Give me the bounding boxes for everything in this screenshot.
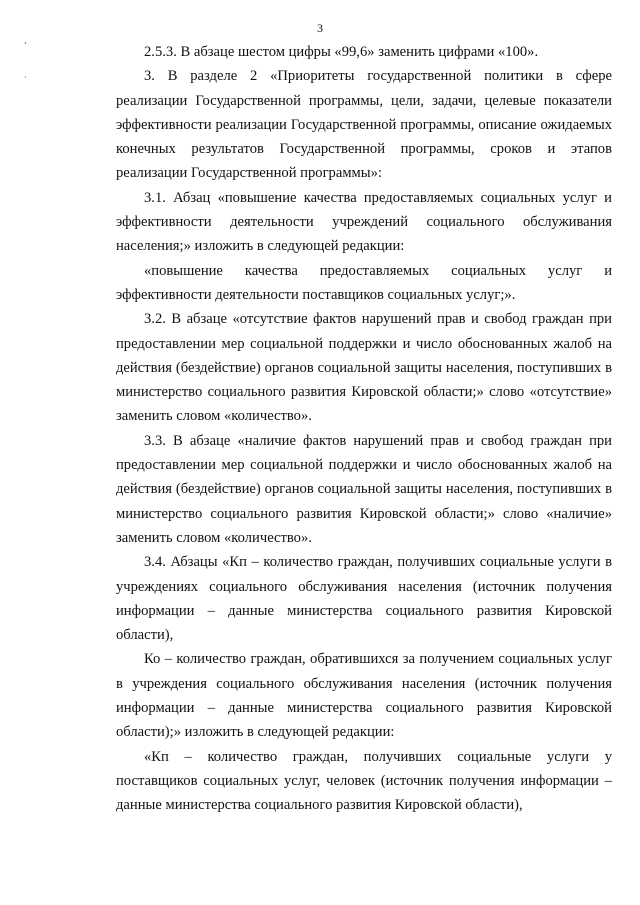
margin-mark-top: ¸ xyxy=(24,35,27,44)
paragraph-3-1: 3.1. Абзац «повышение качества предоставляемых социальных услуг и эффективности деятельности учреждений социального обслуживания населения;» изложить в следующей редакции: xyxy=(116,189,612,255)
paragraph-3-3: 3.3. В абзаце «наличие фактов нарушений прав и свобод граждан при предоставлении мер социальной поддержки и число обоснованных жалоб на действия (бездействие) органов социальной защиты населения, поступивших в министерство социального развития Кировской области;» слово «наличие» заменить словом «количество». xyxy=(116,432,612,546)
paragraph-3-1-new-wording: «повышение качества предоставляемых социальных услуг и эффективности деятельности поставщиков социальных услуг;». xyxy=(116,262,612,303)
paragraph-2-5-3: 2.5.3. В абзаце шестом цифры «99,6» заменить цифрами «100». xyxy=(144,44,539,60)
paragraph-3-2: 3.2. В абзаце «отсутствие фактов нарушений прав и свобод граждан при предоставлении мер социальной поддержки и число обоснованных жалоб на действия (бездействие) органов социальной защиты населения, поступивших в министерство социального развития Кировской области;» слово «отсутствие» заменить словом «количество». xyxy=(116,311,612,425)
page-number: 3 xyxy=(317,21,323,35)
document-body xyxy=(116,40,612,818)
paragraph-3: 3. В разделе 2 «Приоритеты государственной политики в сфере реализации Государственной программы, цели, задачи, целевые показатели эффективности реализации Государственной программы, описание ожидаемых конечных результатов Государственной программы, сроков и этапов реализации Государственной программы»: xyxy=(116,68,612,182)
paragraph-3-4: 3.4. Абзацы «Кп – количество граждан, получивших социальные услуги в учреждениях социального обслуживания населения (источник получения информации – данные министерства социального развития Кировской области), xyxy=(116,554,612,644)
margin-mark-bottom: · xyxy=(24,73,27,82)
paragraph-ko-definition: Ко – количество граждан, обратившихся за получением социальных услуг в учреждения социального обслуживания населения (источник получения информации – данные министерства социального развития Кировской области);» изложить в следующей редакции: xyxy=(116,651,612,741)
paragraph-kp-new-wording: «Кп – количество граждан, получивших социальные услуги у поставщиков социальных услуг, человек (источник получения информации – данные министерства социального развития Кировской области), xyxy=(116,748,612,814)
